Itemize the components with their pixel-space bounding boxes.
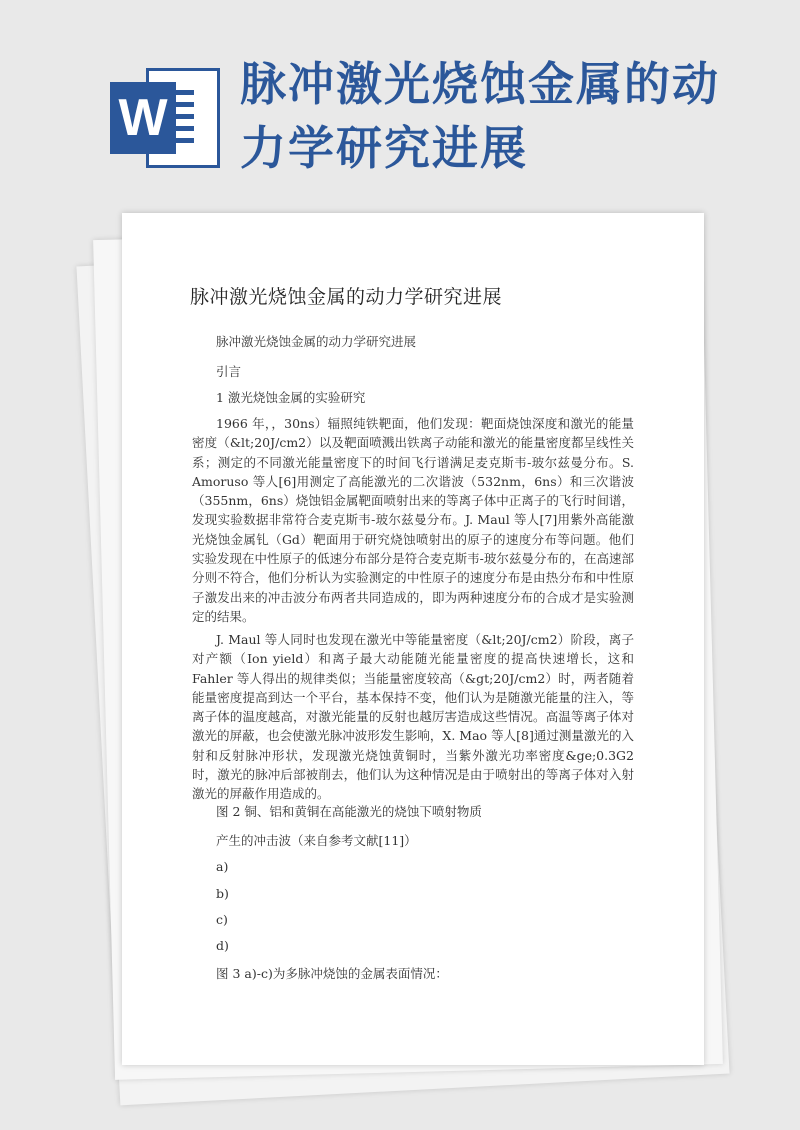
list-item: c)	[216, 912, 228, 927]
paragraph-1-text: 1966 年，，30ns）辐照纯铁靶面，他们发现：靶面烧蚀深度和激光的能量密度（&lt;20J/cm2）以及靶面喷溅出铁离子动能和激光的能量密度都呈线性关系；测定的不同激光能量密度下的时间飞行谱满足麦克斯韦-玻尔兹曼分布。S. Amoruso 等人[6]用测定了高能激光的二次谐波（532nm，6ns）和三次谐波（355nm，6ns）烧蚀铝金属靶面喷射出来的等离子体中正离子的飞行时间谱，发现实验数据非常符合麦克斯韦-玻尔兹曼分布。J. Maul 等人[7]用紫外高能激光烧蚀金属钆（Gd）靶面用于研究烧蚀喷射出的原子的速度分布等问题。他们实验发现在中性原子的低速分布部分是符合麦克斯韦-玻尔兹曼分布的，在高速部分则不符合，他们分析认为实验测定的中性原子的速度分布是由热分布和中性原子激发出来的冲击波分布两者共同造成的，即为两种速度分布的合成才是实验测定的结果。	[192, 416, 634, 624]
header-banner	[0, 0, 800, 215]
paragraph-2-text: J. Maul 等人同时也发现在激光中等能量密度（&lt;20J/cm2）阶段，离子对产额（Ion yield）和离子最大动能随光能量密度的提高快速增长，这和 Fahler 等人得出的规律类似；当能量密度较高（&gt;20J/cm2）时，两者随着能量密度提高到达一个平台，基本保持不变，他们认为是随激光能量的注入，等离子体的温度越高，对激光能量的反射也越厉害造成这些情况。高温等离子体对激光的屏蔽，也会使激光脉冲波形发生影响，X. Mao 等人[8]通过测量激光的入射和反射脉冲形状，发现激光烧蚀黄铜时，当紫外激光功率密度&ge;0.3G2 时，激光的脉冲后部被削去，他们认为这种情况是由于喷射出的等离子体对入射激光的屏蔽作用造成的。	[192, 632, 634, 802]
document-subtitle: 脉冲激光烧蚀金属的动力学研究进展	[216, 334, 417, 349]
banner-title: 脉冲激光烧蚀金属的动力学研究进展	[240, 57, 720, 175]
list-item: d)	[216, 938, 229, 953]
document-title: 脉冲激光烧蚀金属的动力学研究进展	[190, 286, 503, 308]
figure2-caption: 图 2 铜、铝和黄铜在高能激光的烧蚀下喷射物质	[216, 804, 482, 819]
paragraph-2	[192, 630, 634, 804]
list-item: a)	[216, 859, 229, 874]
figure3-caption: 图 3 a)-c)为多脉冲烧蚀的金属表面情况：	[216, 966, 448, 981]
intro-heading: 引言	[216, 364, 242, 379]
paragraph-1	[192, 414, 634, 626]
figure2-caption-continued: 产生的冲击波（来自参考文献[11]）	[216, 833, 417, 848]
word-document-icon	[110, 68, 220, 168]
word-icon-badge: W	[110, 82, 176, 154]
list-item: b)	[216, 886, 229, 901]
section1-heading: 1 激光烧蚀金属的实验研究	[216, 390, 366, 405]
